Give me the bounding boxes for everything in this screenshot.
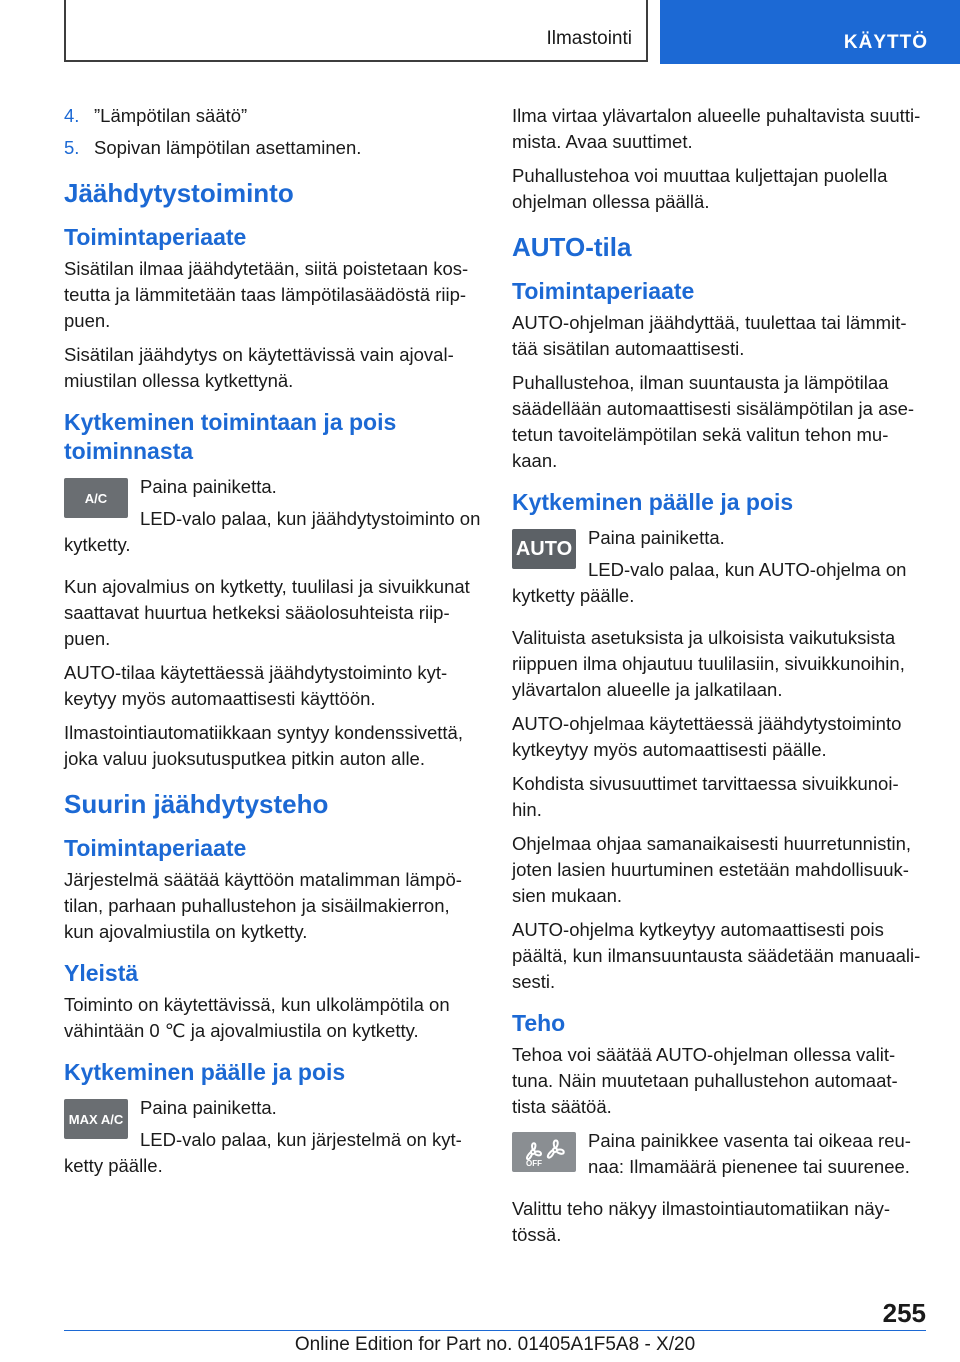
paragraph: LED-valo palaa, kun jäähdytystoiminto on kytketty. (64, 508, 481, 555)
paragraph: Sisätilan jäähdytys on käytettävissä vain ajoval-miustilan ollessa kytkettynä. (64, 344, 454, 391)
chapter-tab (660, 0, 960, 64)
chapter-name: KÄYTTÖ (843, 32, 928, 53)
fan-off-label: OFF (526, 1158, 542, 1168)
heading-switch: Kytkeminen päälle ja pois (64, 1059, 346, 1085)
paragraph: Sisätilan ilmaa jäähdytetään, siitä poistetaan kos-teutta ja lämmitetään taas lämpötilasäädöstä riip-puen. (64, 258, 469, 331)
footer-divider (64, 1330, 926, 1331)
paragraph: Järjestelmä säätää käyttöön matalimman lämpö-tilan, parhaan puhallustehon ja sisäilmakierron, kun ajovalmiustila on kytketty. (64, 869, 462, 942)
left-column (64, 103, 482, 1195)
heading-switch: Kytkeminen päälle ja pois (512, 489, 794, 515)
fan-button-icon (512, 1132, 576, 1172)
paragraph: AUTO-ohjelmaa käytettäessä jäähdytystoiminto kytkeytyy myös automaattisesti päälle. (512, 713, 902, 760)
section-name: Ilmastointi (546, 28, 632, 49)
paragraph: Kun ajovalmius on kytketty, tuulilasi ja sivuikkunat saattavat huurtua hetkeksi sääolosuhteista riip-puen. (64, 576, 470, 649)
paragraph: Ohjelmaa ohjaa samanaikaisesti huurretunnistin, joten lasien huurtuminen estetään mahdollisuuk-sien mukaan. (512, 833, 911, 906)
heading-principle: Toimintaperiaate (64, 835, 247, 861)
footer-edition: Online Edition for Part no. 01405A1F5A8 - X/20 (294, 1334, 696, 1355)
heading-auto: AUTO-tila (512, 232, 632, 262)
heading-general: Yleistä (64, 960, 139, 986)
page-header (64, 0, 960, 64)
heading-principle: Toimintaperiaate (512, 278, 695, 304)
list-text: ”Lämpötilan säätö” (94, 105, 248, 126)
max-ac-button-instruction (64, 1095, 482, 1185)
list-item (64, 103, 482, 129)
paragraph: Puhallustehoa, ilman suuntausta ja lämpötilaa säädellään automaattisesti sisälämpötilan ja ase-tetun tavoitelämpötilan sekä valitun tehon mu-kaan. (512, 372, 915, 471)
page-number: 255 (882, 1298, 926, 1328)
paragraph: Paina painiketta. (588, 527, 725, 548)
list-number: 4. (64, 105, 80, 126)
paragraph: Tehoa voi säätää AUTO-ohjelman ollessa valit-tuna. Näin muutetaan puhallustehon automaat-tista säätöä. (512, 1044, 898, 1117)
paragraph: AUTO-ohjelma kytkeytyy automaattisesti pois päältä, kun ilmansuuntausta säädetään manuaali-sesti. (512, 919, 921, 992)
max-ac-button-icon: MAX A/C (64, 1099, 128, 1139)
list-number: 5. (64, 137, 80, 158)
paragraph: Ilmastointiautomatiikkaan syntyy kondenssivettä, joka valuu juoksutusputkea pitkin auton alle. (64, 722, 463, 769)
paragraph: Toiminto on käytettävissä, kun ulkolämpötila on vähintään 0 ℃ ja ajovalmiustila on kytketty. (64, 994, 450, 1041)
heading-max-cooling: Suurin jäähdytysteho (64, 789, 329, 819)
list-text: Sopivan lämpötilan asettaminen. (94, 137, 362, 158)
fan-button-instruction (512, 1128, 928, 1186)
paragraph: Valituista asetuksista ja ulkoisista vaikutuksista riippuen ilma ohjautuu tuulilasiin, sivuikkunoihin, ylävartalon alueelle ja jalkatilaan. (512, 627, 905, 700)
auto-button-icon: AUTO (512, 529, 576, 569)
section-tab (64, 0, 648, 62)
heading-cooling: Jäähdytystoiminto (64, 178, 294, 208)
paragraph: Paina painikkee vasenta tai oikeaa reu-naa: Ilmamäärä pienenee tai suurenee. (588, 1130, 911, 1177)
heading-principle: Toimintaperiaate (64, 224, 247, 250)
heading-power: Teho (512, 1010, 566, 1036)
right-column (512, 103, 928, 1256)
heading-switch: Kytkeminen toimintaan ja pois toiminnasta (64, 409, 397, 464)
paragraph: Paina painiketta. (140, 1097, 277, 1118)
paragraph: AUTO-ohjelman jäähdyttää, tuulettaa tai lämmit-tää sisätilan automaattisesti. (512, 312, 907, 359)
numbered-list (64, 103, 482, 161)
paragraph: Puhallustehoa voi muuttaa kuljettajan puolella ohjelman ollessa päällä. (512, 165, 888, 212)
paragraph: Valittu teho näkyy ilmastointiautomatiikan näy-tössä. (512, 1198, 891, 1245)
ac-button-icon: A/C (64, 478, 128, 518)
paragraph: Ilma virtaa ylävartalon alueelle puhaltavista suutti-mista. Avaa suuttimet. (512, 105, 921, 152)
paragraph: Paina painiketta. (140, 476, 277, 497)
paragraph: LED-valo palaa, kun AUTO-ohjelma on kytketty päälle. (512, 559, 907, 606)
paragraph: LED-valo palaa, kun järjestelmä on kyt-ketty päälle. (64, 1129, 462, 1176)
auto-button-instruction (512, 525, 928, 615)
paragraph: AUTO-tilaa käytettäessä jäähdytystoiminto kyt-keytyy myös automaattisesti käyttöön. (64, 662, 448, 709)
ac-button-instruction (64, 474, 482, 564)
paragraph: Kohdista sivusuuttimet tarvittaessa sivuikkunoi-hin. (512, 773, 899, 820)
list-item (64, 135, 482, 161)
